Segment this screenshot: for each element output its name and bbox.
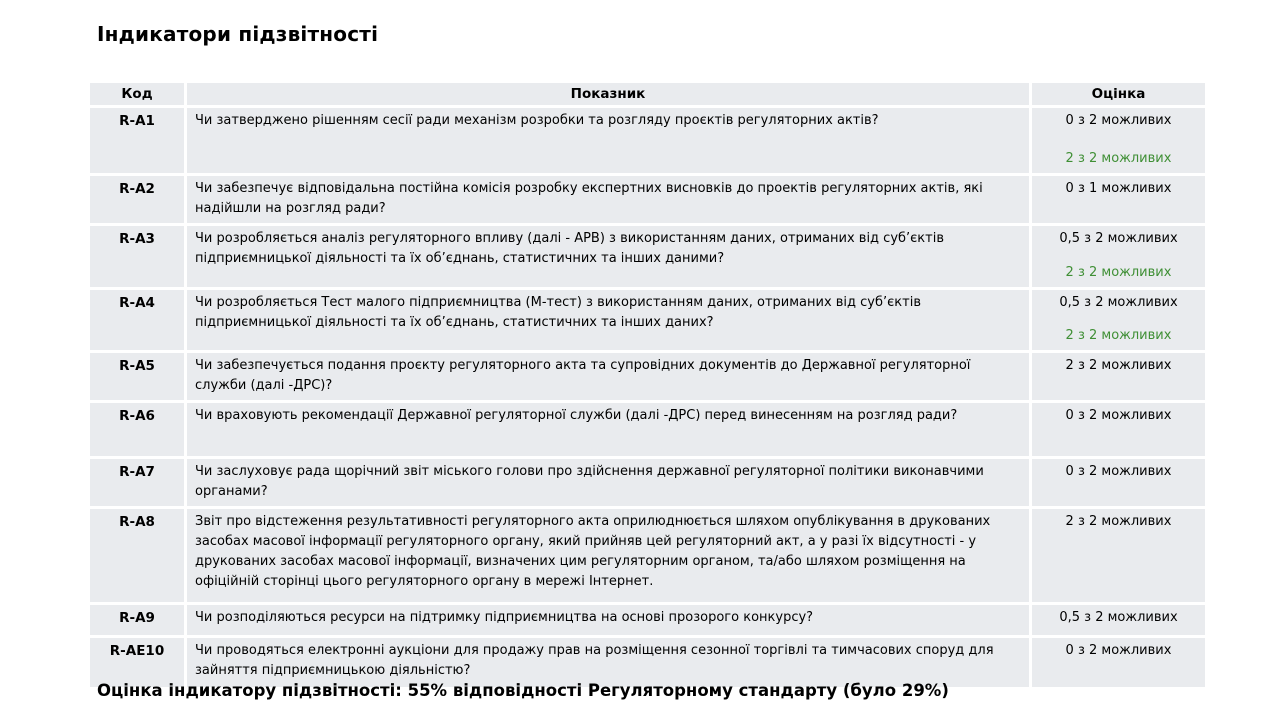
row-new-score: 2 з 2 можливих <box>1065 265 1172 280</box>
row-new-score: 2 з 2 можливих <box>1065 151 1172 166</box>
row-score: 0 з 1 можливих <box>1065 181 1172 196</box>
row-indicator: Чи розподіляються ресурси на підтримку підприємництва на основі прозорого конкурсу? <box>187 605 1029 635</box>
row-score-cell <box>1032 509 1205 602</box>
row-code: R-A7 <box>90 459 184 506</box>
table-row <box>90 509 1205 602</box>
row-score-cell <box>1032 108 1205 173</box>
row-score: 0,5 з 2 можливих <box>1059 231 1178 246</box>
row-score-cell <box>1032 605 1205 635</box>
row-score: 0,5 з 2 можливих <box>1059 295 1178 310</box>
table-row <box>90 403 1205 456</box>
header-code: Код <box>90 83 184 105</box>
page-title: Індикатори підзвітності <box>97 22 379 46</box>
row-score-cell <box>1032 459 1205 506</box>
row-score-cell <box>1032 638 1205 687</box>
row-score: 0 з 2 можливих <box>1065 408 1172 423</box>
row-indicator: Чи забезпечує відповідальна постійна комісія розробку експертних висновків до проектів регуляторних актів, які надійшли на розгляд ради? <box>187 176 1029 223</box>
table-header-row <box>90 83 1205 105</box>
row-code: R-A5 <box>90 353 184 400</box>
row-score: 2 з 2 можливих <box>1065 358 1172 373</box>
indicators-table <box>90 83 1205 690</box>
table-row <box>90 459 1205 506</box>
row-indicator: Чи затверджено рішенням сесії ради механізм розробки та розгляду проєктів регуляторних актів? <box>187 108 1029 173</box>
row-score: 0 з 2 можливих <box>1065 464 1172 479</box>
row-indicator: Звіт про відстеження результативності регуляторного акта оприлюднюється шляхом опублікування в друкованих засобах масової інформації регуляторного органу, який прийняв цей регуляторний акт, а у разі їх відсутності - у друкованих засобах масової інформації, визначених цим регуляторним органом, та/або шляхом розміщення на офіційній сторінці цього регуляторного органу в мережі Інтернет. <box>187 509 1029 602</box>
row-indicator: Чи розробляється Тест малого підприємництва (М-тест) з використанням даних, отриманих від суб’єктів підприємницької діяльності та їх об’єднань, статистичних та інших даних? <box>187 290 1029 350</box>
row-score-cell <box>1032 290 1205 350</box>
row-code: R-A3 <box>90 226 184 287</box>
row-score: 0 з 2 можливих <box>1065 113 1172 128</box>
summary-footer: Оцінка індикатору підзвітності: 55% відповідності Регуляторному стандарту (було 29%) <box>97 681 949 700</box>
row-score: 0,5 з 2 можливих <box>1059 610 1178 625</box>
table-row <box>90 638 1205 687</box>
row-indicator: Чи забезпечується подання проєкту регуляторного акта та супровідних документів до Державної регуляторної служби (далі -ДРС)? <box>187 353 1029 400</box>
row-code: R-AE10 <box>90 638 184 687</box>
table-row <box>90 226 1205 287</box>
row-score-cell <box>1032 176 1205 223</box>
row-indicator: Чи враховують рекомендації Державної регуляторної служби (далі -ДРС) перед винесенням на розгляд ради? <box>187 403 1029 456</box>
row-code: R-A4 <box>90 290 184 350</box>
row-score-cell <box>1032 226 1205 287</box>
table-row <box>90 176 1205 223</box>
header-indicator: Показник <box>187 83 1029 105</box>
row-code: R-A1 <box>90 108 184 173</box>
row-score: 2 з 2 можливих <box>1065 514 1172 529</box>
row-code: R-A6 <box>90 403 184 456</box>
header-score: Оцінка <box>1032 83 1205 105</box>
row-score-cell <box>1032 353 1205 400</box>
row-code: R-A8 <box>90 509 184 602</box>
row-indicator: Чи заслуховує рада щорічний звіт міського голови про здійснення державної регуляторної політики виконавчими органами? <box>187 459 1029 506</box>
table-row <box>90 108 1205 173</box>
row-code: R-A9 <box>90 605 184 635</box>
table-row <box>90 353 1205 400</box>
row-indicator: Чи проводяться електронні аукціони для продажу прав на розміщення сезонної торгівлі та тимчасових споруд для зайняття підприємницькою діяльністю? <box>187 638 1029 687</box>
table-row <box>90 605 1205 635</box>
table-row <box>90 290 1205 350</box>
row-score-cell <box>1032 403 1205 456</box>
row-new-score: 2 з 2 можливих <box>1065 328 1172 343</box>
row-code: R-A2 <box>90 176 184 223</box>
row-indicator: Чи розробляється аналіз регуляторного впливу (далі - АРВ) з використанням даних, отриманих від суб’єктів підприємницької діяльності та їх об’єднань, статистичних та інших даними? <box>187 226 1029 287</box>
row-score: 0 з 2 можливих <box>1065 643 1172 658</box>
